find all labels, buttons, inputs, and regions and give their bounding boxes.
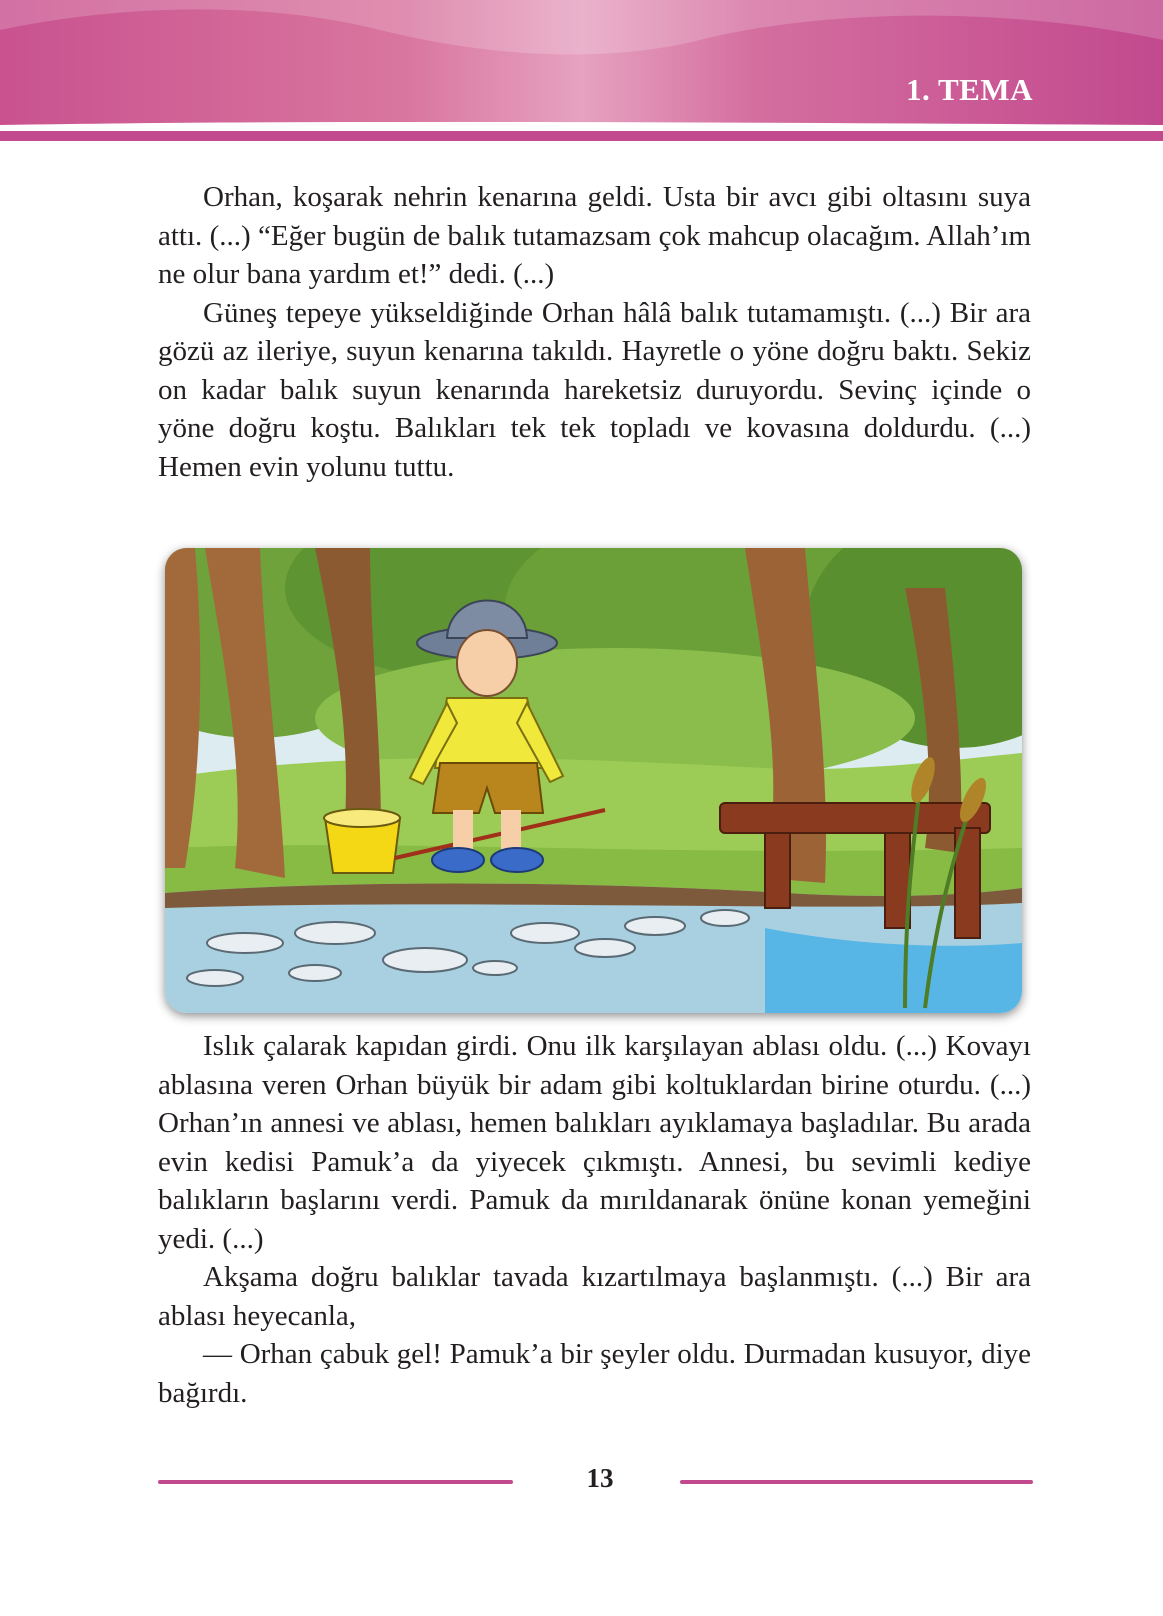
footer-divider-right — [680, 1480, 1033, 1484]
story-text-bottom — [158, 1027, 1031, 1412]
boy-fishing-illustration — [165, 548, 1022, 1013]
paragraph: Orhan, koşarak nehrin kenarına geldi. Usta bir avcı gibi oltasını suya attı. (...) “Eğer bugün de balık tutamazsam çok mahcup olacağım. Allah’ım ne olur bana yardım et!” dedi. (...) — [158, 181, 1031, 290]
paragraph: — Orhan çabuk gel! Pamuk’a bir şeyler oldu. Durmadan kusuyor, diye bağırdı. — [158, 1338, 1031, 1409]
paragraph: Islık çalarak kapıdan girdi. Onu ilk karşılayan ablası oldu. (...) Kovayı ablasına veren Orhan büyük bir adam gibi koltuklardan birine oturdu. (...) Orhan’ın annesi ve ablası, hemen balıkları ayıklamaya başladılar. Bu arada evin kedisi Pamuk’a da yiyecek çıkmıştı. Annesi, bu sevimli kediye balıkların başlarını verdi. Pamuk da mırıldanarak önüne konan yemeğini yedi. (...) — [158, 1030, 1031, 1255]
theme-title: 1. TEMA — [906, 72, 1033, 107]
page-number: 13 — [586, 1463, 614, 1493]
story-text-top — [158, 178, 1031, 486]
footer-divider-left — [158, 1480, 513, 1484]
paragraph: Akşama doğru balıklar tavada kızartılmaya başlanmıştı. (...) Bir ara ablası heyecanla, — [158, 1261, 1031, 1332]
paragraph: Güneş tepeye yükseldiğinde Orhan hâlâ balık tutamamıştı. (...) Bir ara gözü az ileriye, suyun kenarına takıldı. Hayretle o yöne doğru baktı. Sekiz on kadar balık suyun kenarında hareketsiz duruyordu. Sevinç içinde o yöne doğru koştu. Balıkları tek tek topladı ve kovasına doldurdu. (...) Hemen evin yolunu tuttu. — [158, 296, 1031, 483]
